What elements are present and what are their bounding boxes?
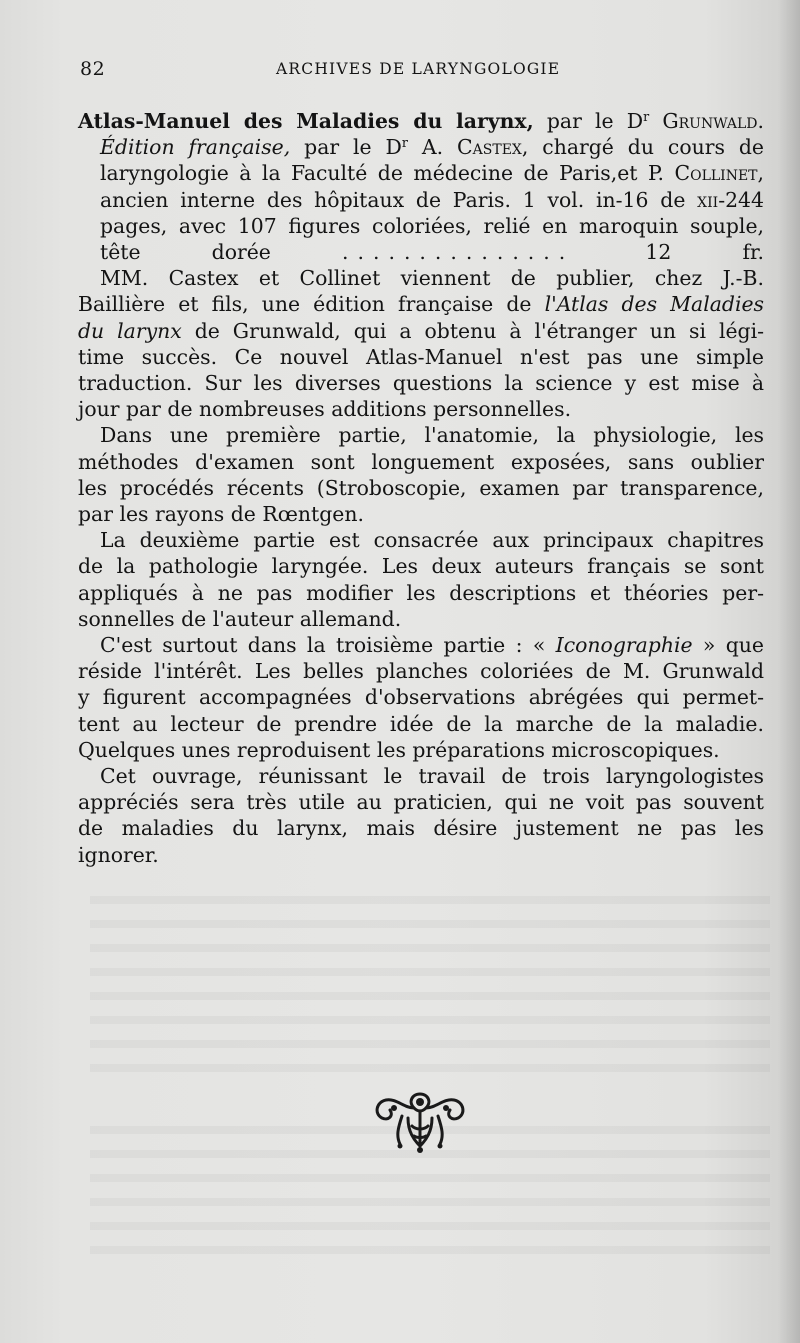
- paragraph-5-line: appréciés sera très utile au praticien, qui ne voit pas souvent: [78, 790, 764, 815]
- paragraph-2-line: par les rayons de Rœntgen.: [78, 502, 364, 527]
- paragraph-3-line: de la pathologie laryngée. Les deux auteurs français se sont: [78, 554, 764, 579]
- paragraph-4-line: C'est surtout dans la troisième partie : « Iconographie » que: [100, 633, 764, 658]
- paragraph-2-line: les procédés récents (Stroboscopie, examen par transparence,: [78, 475, 764, 500]
- dot-leader: ...............: [342, 240, 575, 265]
- review-text: [78, 108, 764, 868]
- paragraph-3-line: La deuxième partie est consacrée aux principaux chapitres: [100, 528, 764, 553]
- paragraph-4-line: Quelques unes reproduisent les préparations microscopiques.: [78, 737, 720, 762]
- price-line: tête dorée ............... 12 fr.: [100, 240, 764, 265]
- bleed-through-texture: [90, 880, 770, 1080]
- paragraph-4-line: tent au lecteur de prendre idée de la marche de la maladie.: [78, 711, 764, 736]
- paragraph-1-line: time succès. Ce nouvel Atlas-Manuel n'est pas une simple: [78, 344, 764, 369]
- paragraph-1-line: MM. Castex et Collinet viennent de publier, chez J.-B.: [100, 266, 764, 291]
- floral-tailpiece-icon: [368, 1088, 472, 1154]
- paragraph-3-line: sonnelles de l'auteur allemand.: [78, 606, 402, 631]
- cited-title: du larynx: [78, 318, 182, 343]
- paragraph-1-line: du larynx de Grunwald, qui a obtenu à l'étranger un si légi-: [78, 318, 764, 343]
- page-header: [80, 58, 760, 88]
- bib-line-5: pages, avec 107 figures coloriées, relié en maroquin souple,: [100, 213, 764, 238]
- translator-castex: Castex: [457, 135, 522, 160]
- bib-line-3: laryngologie à la Faculté de médecine de Paris,et P. Collinet,: [100, 161, 764, 186]
- author-name: Grunwald.: [649, 109, 765, 133]
- paragraph-2-line: méthodes d'examen sont longuement exposées, sans oublier: [78, 449, 764, 474]
- paragraph-3-line: appliqués à ne pas modifier les descriptions et théories per-: [78, 580, 764, 605]
- running-title: ARCHIVES DE LARYNGOLOGIE: [276, 60, 561, 78]
- section-name: Iconographie: [555, 633, 693, 658]
- paragraph-5-line: de maladies du larynx, mais désire justement ne pas les: [78, 816, 764, 841]
- page-edge-shadow: [778, 0, 800, 1343]
- price: 12 fr.: [574, 240, 764, 265]
- paragraph-4-line: y figurent accompagnées d'observations abrégées qui permet-: [78, 685, 764, 710]
- paragraph-5-line: Cet ouvrage, réunissant le travail de trois laryngologistes: [100, 764, 764, 789]
- paragraph-2-line: Dans une première partie, l'anatomie, la physiologie, les: [100, 423, 764, 448]
- edition-label: Édition française,: [100, 135, 291, 160]
- translator-collinet: Collinet: [674, 161, 758, 186]
- paragraph-5-line: ignorer.: [78, 842, 159, 867]
- bib-line-4: ancien interne des hôpitaux de Paris. 1 vol. in-16 de xii-244: [100, 187, 764, 212]
- cited-title: l'Atlas des Maladies: [544, 292, 764, 317]
- paragraph-1-line: traduction. Sur les diverses questions la science y est mise à: [78, 371, 764, 396]
- paragraph-4-line: réside l'intérêt. Les belles planches coloriées de M. Grunwald: [78, 659, 764, 684]
- paragraph-1-line: Baillière et fils, une édition française de l'Atlas des Maladies: [78, 292, 764, 317]
- book-title: Atlas-Manuel des Maladies du larynx,: [78, 109, 534, 133]
- paragraph-1-line: jour par de nombreuses additions personnelles.: [78, 397, 572, 422]
- page-number: 82: [80, 58, 106, 80]
- edition-line: Édition française, par le $D^r$ A. Castex, chargé du cours de: [100, 135, 765, 160]
- book-title-line: Atlas-Manuel des Maladies du larynx, par le $D^r$ Grunwald.: [78, 109, 765, 133]
